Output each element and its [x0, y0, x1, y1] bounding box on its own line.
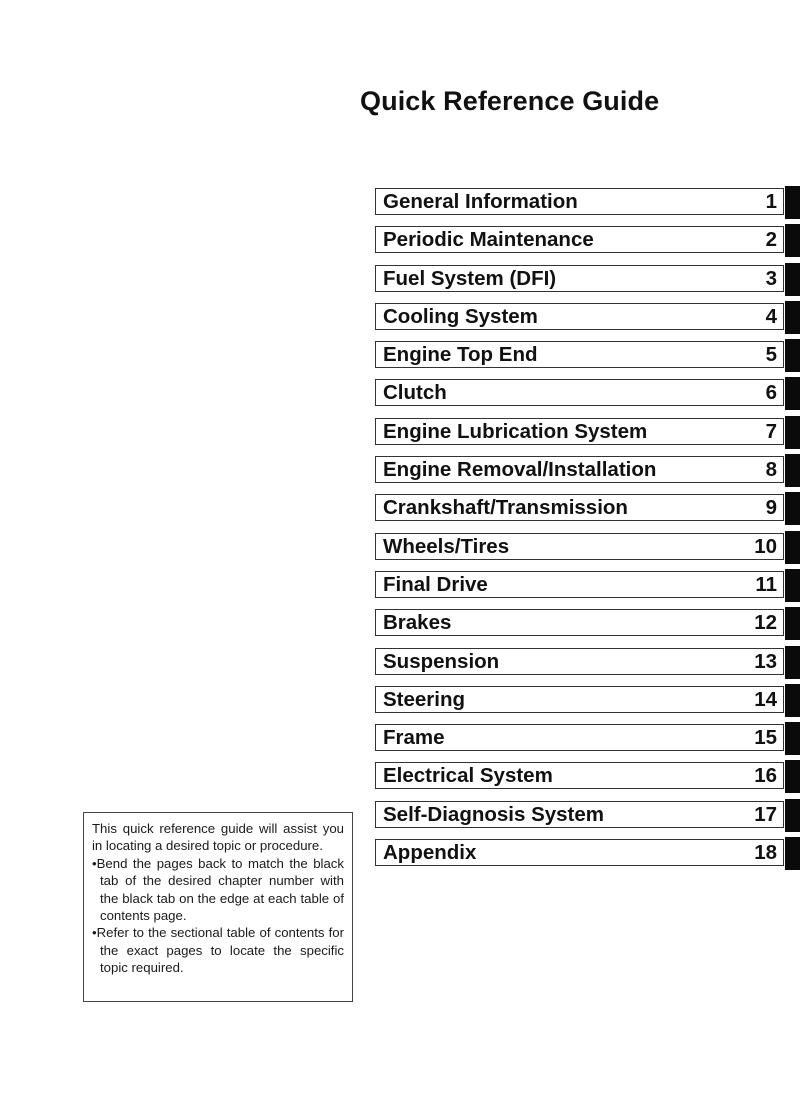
chapter-tab: [785, 454, 800, 487]
chapter-tab: [785, 722, 800, 755]
chapter-box: [375, 801, 784, 828]
chapter-number: 10: [754, 534, 777, 558]
chapter-number: 15: [754, 726, 777, 750]
chapter-tab: [785, 263, 800, 296]
note-intro: This quick reference guide will assist you in locating a desired topic or procedure.: [92, 821, 344, 854]
chapter-box: [375, 533, 784, 560]
chapter-box: [375, 379, 784, 406]
chapter-number: 7: [765, 419, 777, 443]
chapter-title: General Information: [383, 190, 578, 213]
chapter-entry[interactable]: [375, 456, 800, 483]
chapter-box: [375, 686, 784, 713]
chapter-number: 9: [765, 496, 777, 520]
chapter-number: 6: [765, 381, 777, 405]
chapter-box: [375, 418, 784, 445]
chapter-tab: [785, 760, 800, 793]
chapter-number: 8: [765, 458, 777, 482]
chapter-tab: [785, 377, 800, 410]
chapter-entry[interactable]: [375, 533, 800, 560]
chapter-box: [375, 571, 784, 598]
chapter-box: [375, 188, 784, 215]
chapter-entry[interactable]: [375, 418, 800, 445]
chapter-title: Appendix: [383, 841, 477, 865]
chapter-entry[interactable]: [375, 341, 800, 368]
chapter-title: Wheels/Tires: [383, 534, 510, 558]
chapter-box: [375, 456, 784, 483]
chapter-entry[interactable]: [375, 801, 800, 828]
chapter-title: Final Drive: [383, 572, 488, 596]
chapter-number: 1: [765, 190, 777, 213]
chapter-box: [375, 265, 784, 292]
chapter-title: Cooling System: [383, 304, 538, 328]
chapter-number: 13: [754, 649, 777, 673]
chapter-box: [375, 341, 784, 368]
chapter-tab: [785, 492, 800, 525]
chapter-number: 16: [754, 764, 777, 788]
chapter-title: Clutch: [383, 381, 447, 405]
chapter-tab: [785, 301, 800, 334]
chapter-list: [375, 188, 800, 877]
chapter-number: 17: [754, 802, 777, 826]
chapter-tab: [785, 569, 800, 602]
chapter-tab: [785, 684, 800, 717]
chapter-title: Fuel System (DFI): [383, 266, 557, 290]
chapter-title: Engine Lubrication System: [383, 419, 648, 443]
note-bullet: •Refer to the sectional table of contents for the exact pages to locate the specific topic required.: [92, 925, 344, 976]
chapter-tab: [785, 837, 800, 870]
chapter-title: Engine Top End: [383, 343, 538, 367]
chapter-box: [375, 303, 784, 330]
chapter-entry[interactable]: [375, 609, 800, 636]
note-bullet: •Bend the pages back to match the black tab of the desired chapter number with the black tab on the edge at each table of contents page.: [92, 855, 344, 924]
chapter-box: [375, 762, 784, 789]
chapter-entry[interactable]: [375, 494, 800, 521]
chapter-entry[interactable]: [375, 762, 800, 789]
chapter-box: [375, 494, 784, 521]
chapter-entry[interactable]: [375, 303, 800, 330]
chapter-box: [375, 609, 784, 636]
chapter-tab: [785, 339, 800, 372]
chapter-number: 14: [754, 687, 777, 711]
chapter-tab: [785, 531, 800, 564]
chapter-entry[interactable]: [375, 265, 800, 292]
chapter-number: 12: [754, 611, 777, 635]
chapter-tab: [785, 607, 800, 640]
chapter-title: Periodic Maintenance: [383, 228, 594, 252]
chapter-tab: [785, 646, 800, 679]
chapter-title: Engine Removal/Installation: [383, 458, 657, 482]
chapter-entry[interactable]: [375, 571, 800, 598]
chapter-tab: [785, 224, 800, 257]
chapter-box: [375, 226, 784, 253]
chapter-number: 3: [765, 266, 777, 290]
chapter-title: Brakes: [383, 611, 452, 635]
chapter-number: 11: [755, 572, 777, 596]
chapter-number: 2: [765, 228, 777, 252]
chapter-entry[interactable]: [375, 188, 800, 215]
usage-note-box: [83, 812, 353, 1002]
chapter-entry[interactable]: [375, 379, 800, 406]
chapter-title: Steering: [383, 687, 466, 711]
chapter-entry[interactable]: [375, 839, 800, 866]
chapter-entry[interactable]: [375, 226, 800, 253]
chapter-title: Electrical System: [383, 764, 553, 788]
chapter-number: 18: [754, 841, 777, 865]
chapter-tab: [785, 186, 800, 219]
chapter-title: Crankshaft/Transmission: [383, 496, 628, 520]
chapter-title: Suspension: [383, 649, 500, 673]
chapter-number: 5: [765, 343, 777, 367]
chapter-title: Frame: [383, 726, 445, 750]
page-title: Quick Reference Guide: [360, 86, 660, 116]
chapter-box: [375, 839, 784, 866]
chapter-tab: [785, 416, 800, 449]
chapter-entry[interactable]: [375, 724, 800, 751]
chapter-box: [375, 648, 784, 675]
chapter-entry[interactable]: [375, 686, 800, 713]
chapter-entry[interactable]: [375, 648, 800, 675]
chapter-title: Self-Diagnosis System: [383, 802, 605, 826]
chapter-number: 4: [765, 304, 777, 328]
chapter-box: [375, 724, 784, 751]
chapter-tab: [785, 799, 800, 832]
